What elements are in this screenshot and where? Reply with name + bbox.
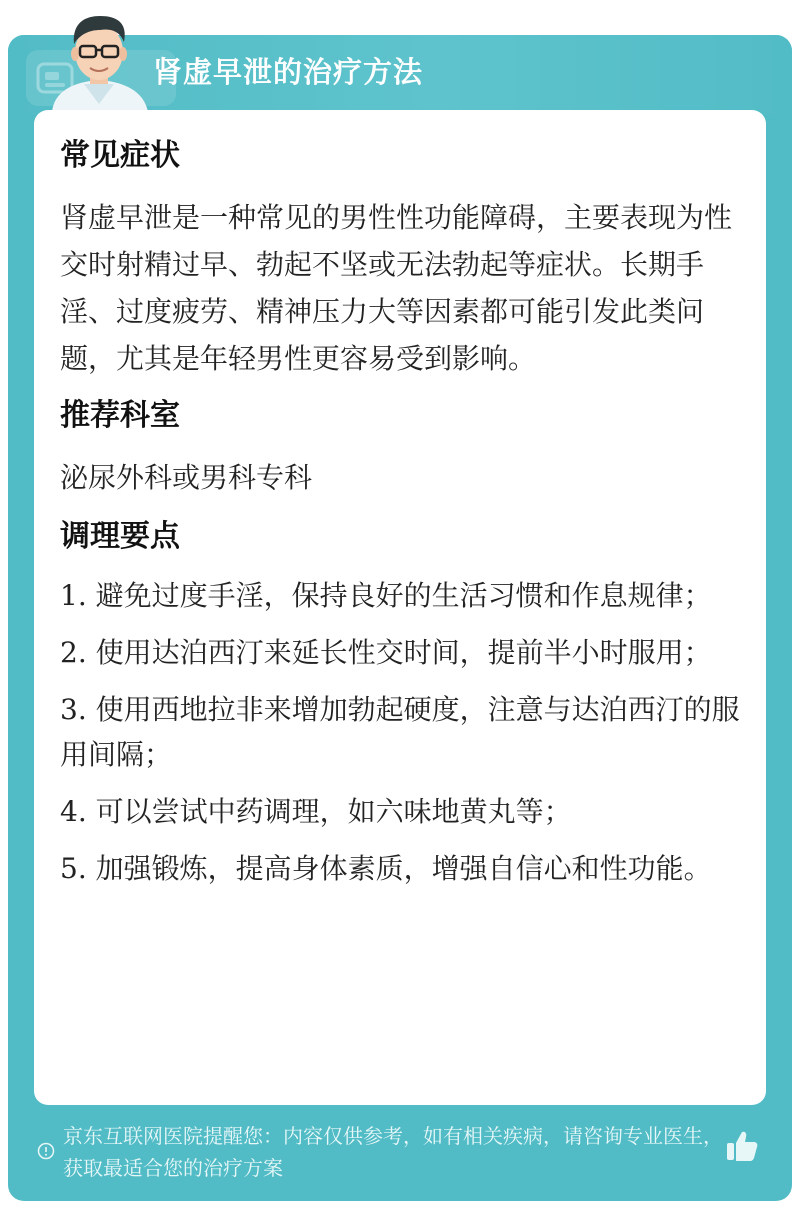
doctor-avatar-icon bbox=[44, 8, 154, 112]
list-item-number: 1. bbox=[60, 579, 87, 612]
list-item bbox=[60, 573, 740, 618]
care-heading: 调理要点 bbox=[60, 519, 180, 554]
footer-notice: 京东互联网医院提醒您：内容仅供参考，如有相关疾病，请咨询专业医生，获取最适合您的治疗方案 bbox=[63, 1124, 723, 1180]
list-item bbox=[60, 846, 740, 891]
symptoms-heading: 常见症状 bbox=[60, 138, 180, 173]
list-item-number: 5. bbox=[60, 852, 87, 885]
content-card bbox=[34, 110, 766, 1105]
list-item-text: 使用达泊西汀来延长性交时间，提前半小时服用； bbox=[95, 636, 712, 669]
list-item bbox=[60, 789, 740, 834]
list-item-text: 使用西地拉非来增加勃起硬度，注意与达泊西汀的服用间隔； bbox=[60, 693, 740, 771]
list-item-number: 3. bbox=[60, 693, 87, 726]
list-item-text: 避免过度手淫，保持良好的生活习惯和作息规律； bbox=[95, 579, 712, 612]
list-item-text: 加强锻炼，提高身体素质，增强自信心和性功能。 bbox=[95, 852, 712, 885]
department-heading: 推荐科室 bbox=[60, 398, 180, 433]
page-title: 肾虚早泄的治疗方法 bbox=[153, 55, 424, 89]
list-item-text: 可以尝试中药调理，如六味地黄丸等； bbox=[95, 795, 572, 828]
thumbs-up-icon[interactable] bbox=[724, 1128, 760, 1164]
content-body bbox=[60, 134, 740, 903]
list-item-number: 4. bbox=[60, 795, 87, 828]
info-icon bbox=[37, 1142, 55, 1160]
care-list bbox=[60, 573, 740, 891]
list-item bbox=[60, 630, 740, 675]
symptoms-text: 肾虚早泄是一种常见的男性性功能障碍，主要表现为性交时射精过早、勃起不坚或无法勃起等症状。长期手淫、过度疲劳、精神压力大等因素都可能引发此类问题，尤其是年轻男性更容易受到影响。 bbox=[60, 201, 733, 375]
list-item-number: 2. bbox=[60, 636, 87, 669]
department-text: 泌尿外科或男科专科 bbox=[60, 461, 313, 494]
list-item bbox=[60, 687, 740, 777]
